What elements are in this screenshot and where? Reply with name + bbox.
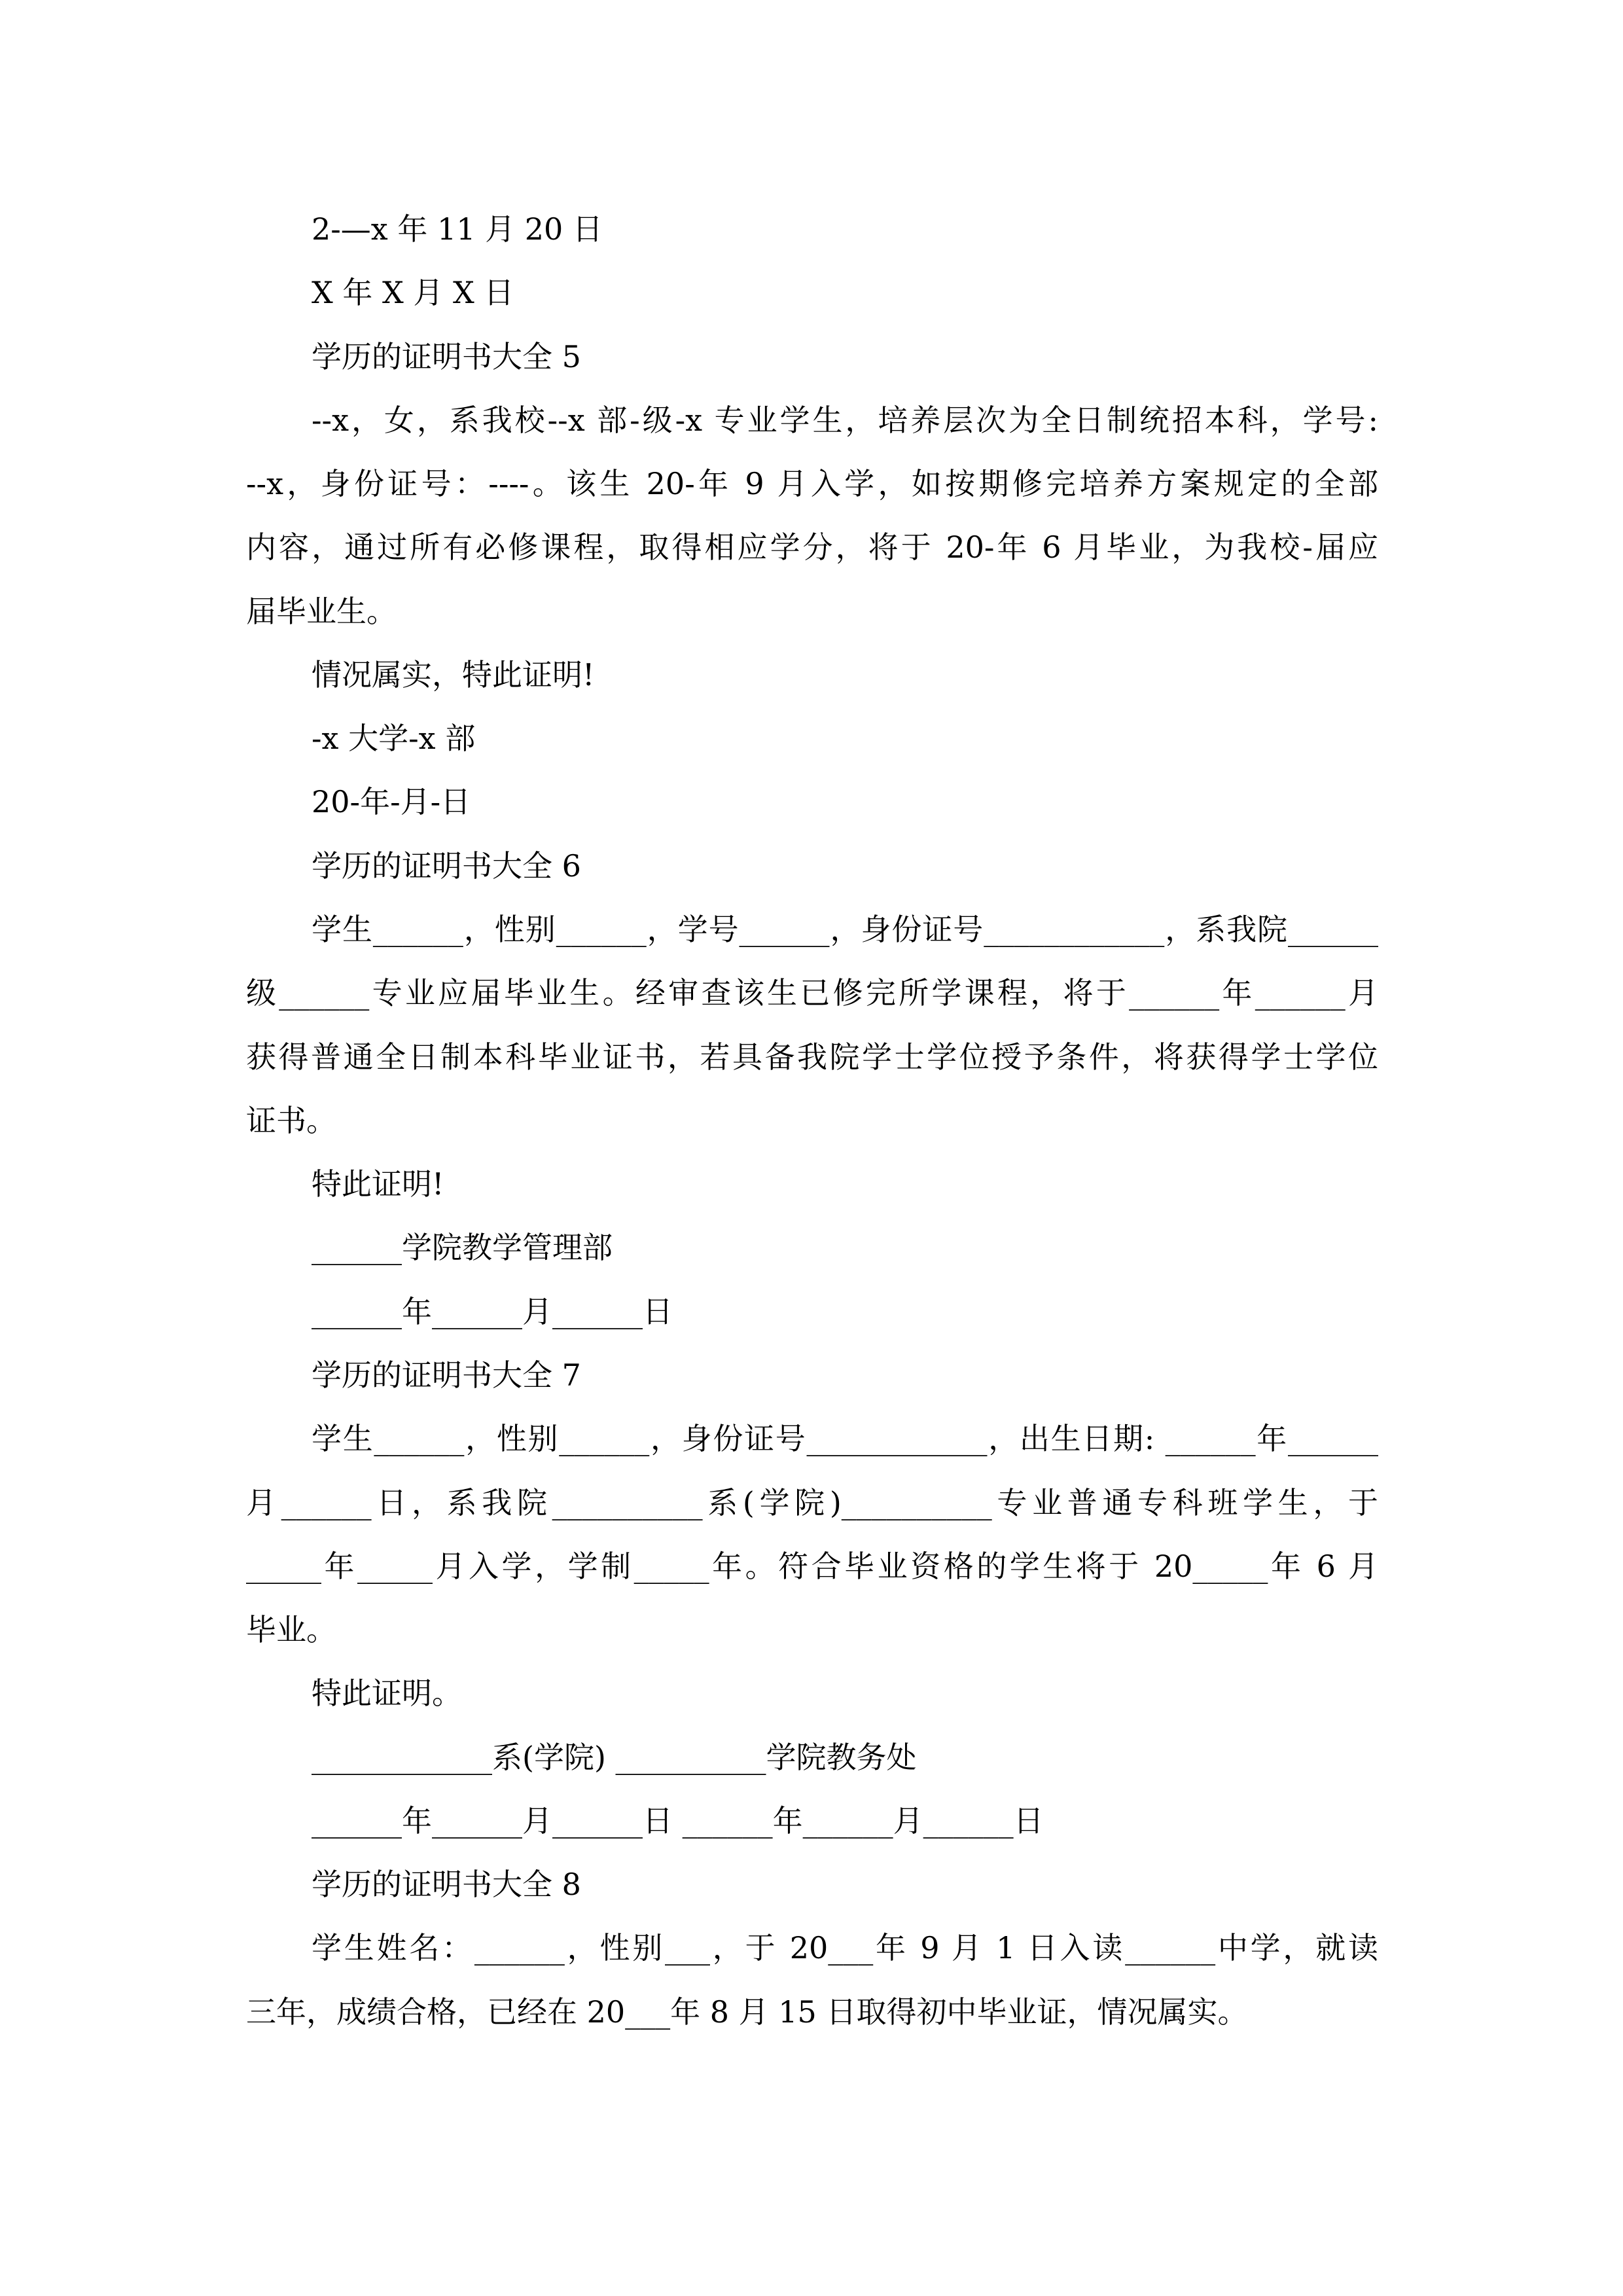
paragraph-line: 证书。 <box>246 1103 336 1138</box>
section-heading-8: 学历的证明书大全 8 <box>312 1867 581 1902</box>
paragraph-line: 月______日，系我院__________系(学院)__________专业普通专科班学生，于 <box>246 1485 1378 1520</box>
closing-statement: 情况属实，特此证明! <box>312 657 595 692</box>
signature-date: 20-年-月-日 <box>312 784 471 819</box>
closing-statement: 特此证明。 <box>312 1676 462 1711</box>
paragraph-line: 毕业。 <box>246 1612 336 1647</box>
paragraph-line: 级______专业应届毕业生。经审查该生已修完所学课程，将于______年______月 <box>246 975 1378 1011</box>
signature-date: ______年______月______日 <box>312 1294 673 1329</box>
section-heading-6: 学历的证明书大全 6 <box>312 848 581 884</box>
signature-org: ____________系(学院) __________学院教务处 <box>312 1740 917 1775</box>
date-line: 2-—x 年 11 月 20 日 <box>312 211 603 247</box>
paragraph-line: --x，身份证号：----。该生 20-年 9 月入学，如按期修完培养方案规定的全部 <box>246 466 1378 501</box>
paragraph-line: 内容，通过所有必修课程，取得相应学分，将于 20-年 6 月毕业，为我校-届应 <box>246 529 1378 565</box>
paragraph-line: 三年，成绩合格，已经在 20___年 8 月 15 日取得初中毕业证，情况属实。 <box>246 1994 1248 2030</box>
signature-org: ______学院教学管理部 <box>312 1230 613 1265</box>
signature-org: -x 大学-x 部 <box>312 721 476 756</box>
paragraph-line: 获得普通全日制本科毕业证书，若具备我院学士学位授予条件，将获得学士学位 <box>246 1039 1378 1075</box>
closing-statement: 特此证明! <box>312 1166 444 1202</box>
section-heading-7: 学历的证明书大全 7 <box>312 1357 581 1393</box>
paragraph-line: 届毕业生。 <box>246 594 397 629</box>
paragraph-line: 学生______，性别______，学号______，身份证号____________，系我院______ <box>312 912 1378 947</box>
section-heading-5: 学历的证明书大全 5 <box>312 339 581 374</box>
date-placeholder: X 年 X 月 X 日 <box>312 275 514 310</box>
paragraph-line: _____年_____月入学，学制_____年。符合毕业资格的学生将于 20_____年 6 月 <box>246 1549 1378 1584</box>
paragraph-line: --x，女，系我校--x 部-级-x 专业学生，培养层次为全日制统招本科，学号: <box>312 403 1378 438</box>
signature-date: ______年______月______日 ______年______月______日 <box>312 1803 1044 1839</box>
paragraph-line: 学生姓名：______，性别___，于 20___年 9 月 1 日入读______中学，就读 <box>312 1930 1378 1965</box>
paragraph-line: 学生______，性别______，身份证号____________，出生日期: ______年______ <box>312 1421 1378 1456</box>
